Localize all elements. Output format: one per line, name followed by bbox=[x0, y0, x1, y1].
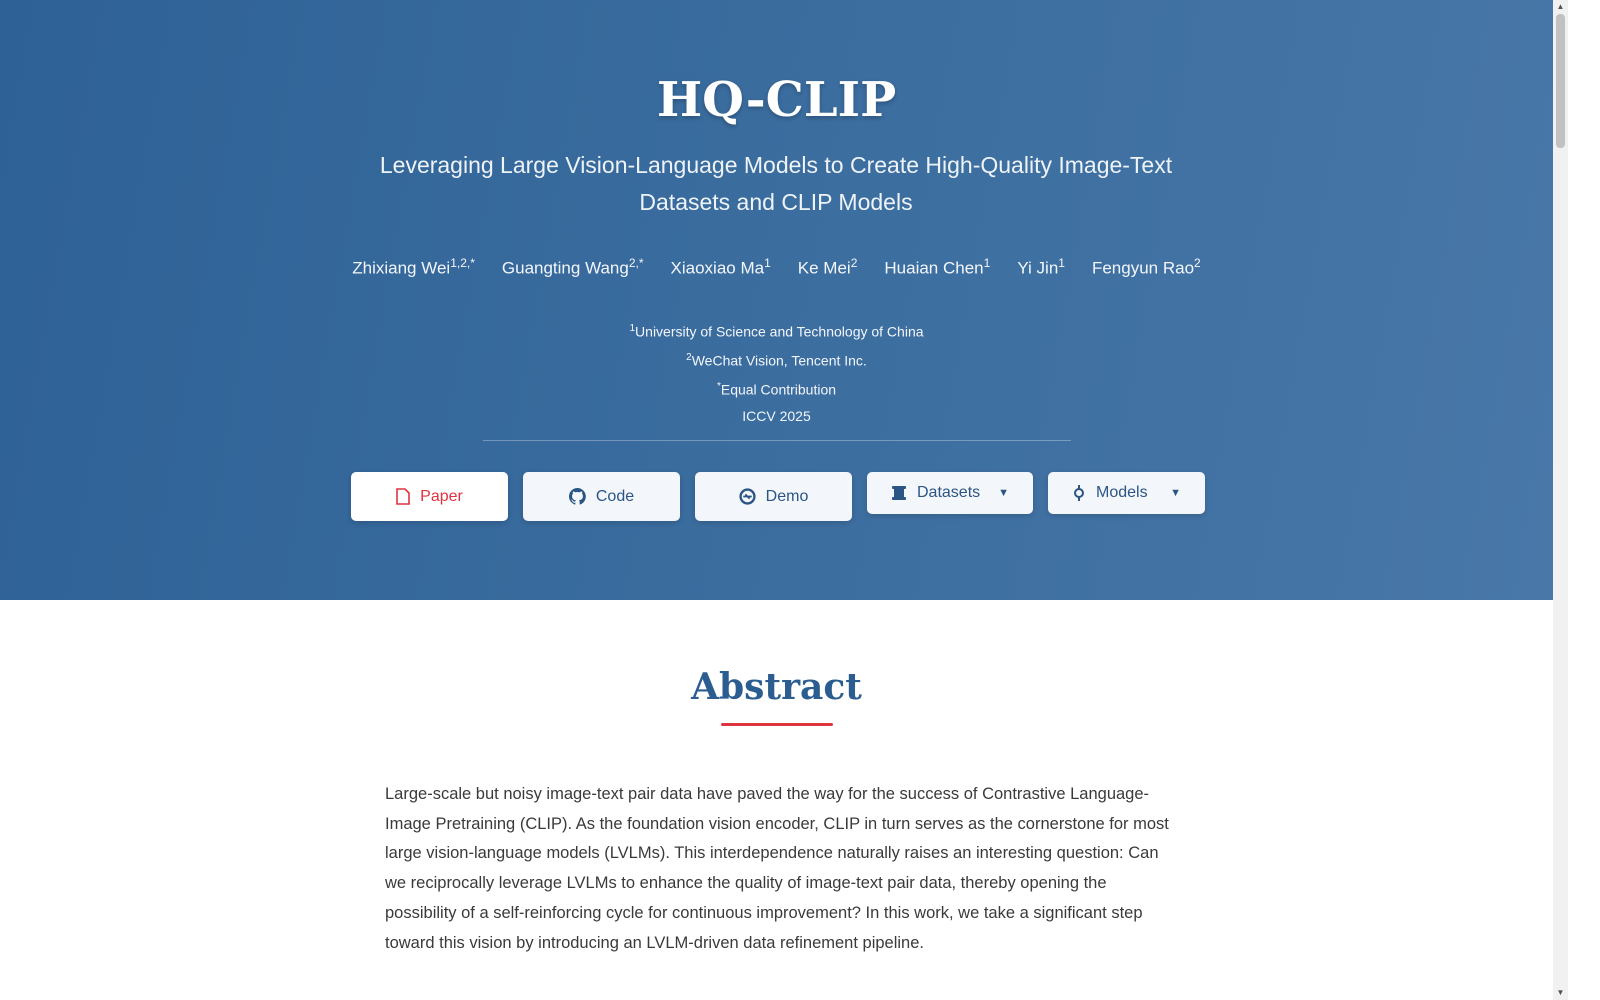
affiliation-text: University of Science and Technology of China bbox=[635, 323, 924, 340]
paper-label: Paper bbox=[420, 487, 463, 505]
author[interactable] bbox=[1092, 256, 1201, 279]
venue: ICCV 2025 bbox=[742, 407, 811, 424]
author-sup: 1,2,* bbox=[450, 256, 475, 270]
github-icon bbox=[569, 488, 586, 505]
code-label: Code bbox=[595, 487, 635, 505]
author-sup: 1 bbox=[983, 256, 991, 270]
author[interactable] bbox=[884, 256, 990, 279]
abstract-heading: Abstract bbox=[691, 666, 862, 708]
affiliation-sup: 2 bbox=[686, 351, 692, 363]
affiliations bbox=[0, 316, 1553, 429]
paper-button[interactable] bbox=[351, 472, 508, 521]
author[interactable] bbox=[502, 256, 644, 279]
code-button[interactable] bbox=[523, 472, 680, 521]
model-icon bbox=[1072, 485, 1086, 501]
author-sup: 2 bbox=[1194, 256, 1201, 270]
scroll-up-icon[interactable]: ▲ bbox=[1556, 2, 1565, 11]
author[interactable] bbox=[671, 256, 771, 279]
heading-underline bbox=[721, 723, 833, 726]
author[interactable] bbox=[1017, 256, 1065, 279]
demo-icon bbox=[739, 488, 756, 505]
datasets-dropdown[interactable] bbox=[867, 472, 1033, 514]
author-sup: 2 bbox=[850, 256, 858, 270]
author-name: Guangting Wang bbox=[501, 258, 629, 278]
link-buttons bbox=[351, 472, 1205, 521]
abstract-text: Large-scale but noisy image-text pair data have paved the way for the success of Contrastive Language-Image Pretraining (CLIP). As the foundation vision encoder, CLIP in turn serves as the cornerstone for most large vision-language models (LVLMs). This interdependence naturally raises an interesting question: Can we reciprocally leverage LVLMs to enhance the quality of image-text pair data, thereby opening the possibility of a self-reinforcing cycle for continuous improvement? In this work, we take a significant step toward this vision by introducing an LVLM-driven data refinement pipeline. bbox=[385, 785, 1169, 952]
chevron-down-icon: ▼ bbox=[1170, 487, 1181, 499]
datasets-label: Datasets bbox=[917, 484, 981, 501]
author-sup: 1 bbox=[764, 256, 771, 270]
divider bbox=[483, 440, 1071, 441]
author-name: Zhixiang Wei bbox=[352, 258, 451, 278]
affiliation bbox=[0, 316, 1553, 345]
affiliation-sup: 1 bbox=[629, 323, 636, 334]
database-icon bbox=[891, 485, 907, 501]
scroll-down-icon[interactable]: ▼ bbox=[1556, 988, 1565, 997]
file-icon bbox=[396, 488, 410, 505]
page-title: HQ-CLIP bbox=[656, 72, 897, 128]
author-name: Fengyun Rao bbox=[1091, 258, 1195, 278]
demo-button[interactable] bbox=[695, 472, 852, 521]
author-list bbox=[0, 256, 1553, 279]
affiliation bbox=[0, 374, 1553, 403]
author[interactable] bbox=[352, 256, 475, 279]
author-name: Xiaoxiao Ma bbox=[670, 258, 765, 278]
demo-label: Demo bbox=[765, 487, 809, 505]
scrollbar[interactable] bbox=[1553, 0, 1568, 1000]
chevron-down-icon: ▼ bbox=[998, 487, 1009, 499]
author-sup: 1 bbox=[1058, 256, 1065, 270]
paper-subtitle: Leveraging Large Vision-Language Models to Create High-Quality Image-Text Datasets and CLIP Models bbox=[379, 152, 1173, 215]
models-label: Models bbox=[1096, 484, 1148, 501]
author[interactable] bbox=[798, 256, 858, 279]
affiliation-sup: * bbox=[716, 380, 721, 392]
author-name: Ke Mei bbox=[797, 258, 851, 278]
author-name: Huaian Chen bbox=[884, 258, 984, 278]
author-sup: 2,* bbox=[628, 256, 644, 270]
models-dropdown[interactable] bbox=[1048, 472, 1205, 514]
affiliation-text: WeChat Vision, Tencent Inc. bbox=[691, 352, 867, 369]
scrollbar-thumb[interactable] bbox=[1556, 14, 1565, 148]
affiliation-text: Equal Contribution bbox=[720, 381, 837, 398]
author-name: Yi Jin bbox=[1017, 258, 1059, 278]
affiliation bbox=[0, 345, 1553, 374]
